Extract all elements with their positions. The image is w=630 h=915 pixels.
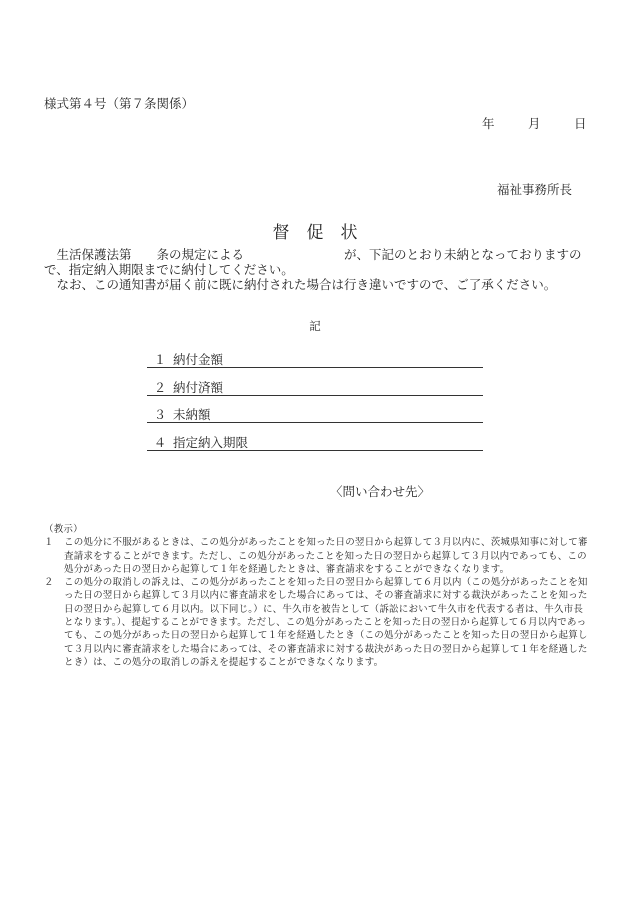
item-unpaid-amount — [147, 405, 483, 423]
item-label: 納付済額 — [173, 380, 224, 395]
item-payment-amount — [147, 350, 483, 368]
contact-heading: 〈問い合わせ先〉 — [329, 484, 430, 499]
date-year: 年 — [482, 116, 495, 131]
note-item — [44, 576, 592, 669]
notes-heading: （教示） — [44, 524, 83, 535]
date-month: 月 — [528, 116, 541, 131]
item-number: ２ — [153, 380, 167, 395]
item-label: 未納額 — [173, 407, 211, 422]
note-number: １ — [44, 537, 54, 549]
item-number: １ — [153, 352, 167, 367]
item-label: 指定納入期限 — [173, 435, 249, 450]
sender-name: 福祉事務所長 — [497, 182, 573, 197]
note-item — [44, 536, 592, 576]
form-number: 様式第４号（第７条関係） — [44, 96, 195, 111]
body-paragraph-1: 生活保護法第 条の規定による が、下記のとおり未納となっておりますので、指定納入期限までに納付してください。 — [44, 247, 582, 277]
date-day: 日 — [574, 116, 587, 131]
document-title: 督 促 状 — [272, 223, 358, 243]
ki-label: 記 — [309, 319, 321, 333]
item-paid-amount — [147, 378, 483, 396]
date-line — [482, 114, 587, 132]
body-paragraph-2: なお、この通知書が届く前に既に納付された場合は行き違いですので、ご了承ください。 — [56, 277, 557, 292]
appeal-notice — [44, 523, 592, 669]
notice-body — [44, 247, 589, 292]
item-payment-deadline — [147, 433, 483, 451]
item-number: ３ — [153, 407, 167, 422]
item-label: 納付金額 — [173, 352, 224, 367]
note-number: ２ — [44, 577, 54, 589]
item-number: ４ — [153, 435, 167, 450]
note-text: この処分に不服があるときは、この処分があったことを知った日の翌日から起算して３月以内に、茨城県知事に対して審査請求をすることができます。ただし、この処分があったことを知った日の翌日から起算して３月以内であっても、この処分があった日の翌日から起算して１年を経過したときは、審査請求をすることができなくなります。 — [64, 537, 588, 575]
note-text: この処分の取消しの訴えは、この処分があったことを知った日の翌日から起算して６月以内（この処分があったことを知った日の翌日から起算して３月以内に審査請求をした場合にあっては、その審査請求に対する裁決があったことを知った日の翌日から起算して６月以内。以下同じ。）に、牛久市を被告として（訴訟において牛久市を代表する者は、牛久市長となります。）、提起することができます。ただし、この処分があったことを知った日の翌日から起算して６月以内であっても、この処分があった日の翌日から起算して１年を経過したとき（この処分があったことを知った日の翌日から起算して３月以内に審査請求をした場合にあっては、その審査請求に対する裁決があった日の翌日から起算して１年を経過したとき）は、この処分の取消しの訴えを提起することができなくなります。 — [64, 577, 588, 668]
